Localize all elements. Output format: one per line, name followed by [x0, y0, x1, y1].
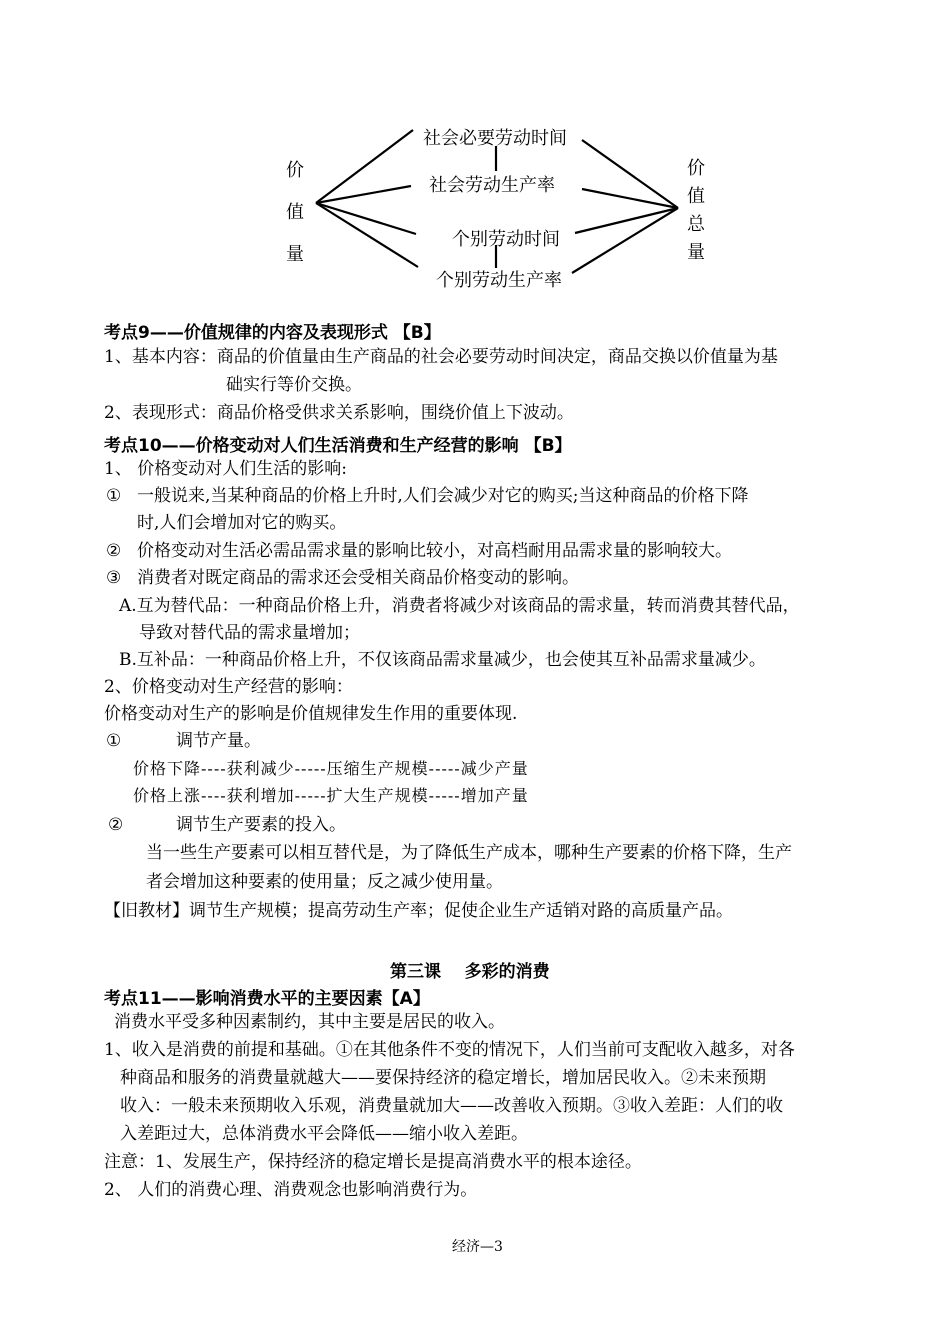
- label-char: 价: [286, 160, 304, 181]
- k9-basic-content-cont: 础实行等价交换。: [226, 375, 362, 395]
- label-char: 价: [687, 158, 705, 179]
- k10-p2: 2、价格变动对生产经营的影响：: [104, 677, 353, 697]
- k11-line1: 1、收入是消费的前提和基础。①在其他条件不变的情况下，人们当前可支配收入越多，对各: [104, 1040, 795, 1060]
- k9-heading: 考点9——价值规律的内容及表现形式 【B】: [104, 323, 441, 343]
- k10-factor-sub: 当一些生产要素可以相互替代是，为了降低生产成本，哪种生产要素的价格下降，生产: [146, 843, 792, 863]
- k9-basic-content: 1、基本内容：商品的价值量由生产商品的社会必要劳动时间决定，商品交换以价值量为基: [104, 347, 778, 367]
- label-char: 值: [687, 186, 705, 207]
- k10-p3: 价格变动对生产的影响是价值规律发生作用的重要体现.: [104, 704, 518, 724]
- k11-note: 注意：1、发展生产，保持经济的稳定增长是提高消费水平的根本途径。: [104, 1152, 642, 1172]
- k10-substitutes: A.互为替代品：一种商品价格上升，消费者将减少对该商品的需求量，转而消费其替代品，: [119, 596, 800, 616]
- line-left-to-individual-productivity: [316, 203, 418, 267]
- k10-s2-num: ②: [108, 815, 124, 835]
- k10-old-textbook: 【旧教材】调节生产规模；提高劳动生产率；促使企业生产适销对路的高质量产品。: [104, 901, 733, 921]
- line-left-to-social-productivity: [316, 186, 411, 203]
- k10-s2: 调节生产要素的投入。: [176, 815, 346, 835]
- node-social-necessary-time: 社会必要劳动时间: [423, 128, 567, 149]
- k10-heading: 考点10——价格变动对人们生活消费和生产经营的影响 【B】: [104, 436, 572, 456]
- value-label-right: [686, 154, 706, 266]
- k10-price-up-chain: 价格上涨----获利增加-----扩大生产规模-----增加产量: [133, 786, 529, 805]
- k10-s1-num: ①: [106, 731, 122, 751]
- k10-c1: 一般说来,当某种商品的价格上升时,人们会减少对它的购买;当这种商品的价格下降: [137, 486, 749, 506]
- label-char: 量: [687, 242, 705, 263]
- k11-line5: 2、 人们的消费心理、消费观念也影响消费行为。: [104, 1180, 478, 1200]
- k9-form: 2、表现形式：商品价格受供求关系影响，围绕价值上下波动。: [104, 403, 574, 423]
- value-label-left: [285, 156, 305, 282]
- k11-intro: 消费水平受多种因素制约，其中主要是居民的收入。: [114, 1012, 505, 1032]
- k10-c1-cont: 时,人们会增加对它的购买。: [137, 513, 347, 533]
- k10-factor-sub-cont: 者会增加这种要素的使用量；反之减少使用量。: [146, 872, 503, 892]
- k10-p1: 1、 价格变动对人们生活的影响:: [104, 459, 347, 479]
- k10-c2: 价格变动对生活必需品需求量的影响比较小，对高档耐用品需求量的影响较大。: [137, 541, 732, 561]
- node-individual-time: 个别劳动时间: [452, 229, 560, 250]
- k10-s1: 调节产量。: [176, 731, 261, 751]
- k11-line2: 种商品和服务的消费量就越大——要保持经济的稳定增长，增加居民收入。②未来预期: [120, 1068, 766, 1088]
- line-right-to-individual-productivity: [572, 208, 678, 273]
- k11-line3: 收入：一般未来预期收入乐观，消费量就加大——改善收入预期。③收入差距：人们的收: [120, 1096, 783, 1116]
- k10-c3-num: ③: [106, 568, 122, 588]
- label-char: 量: [286, 244, 304, 265]
- lesson3-title: 第三课 多彩的消费: [390, 962, 550, 982]
- page-footer: 经济—3: [452, 1239, 503, 1255]
- node-social-productivity: 社会劳动生产率: [429, 175, 555, 196]
- line-right-to-individual-time: [575, 208, 678, 233]
- k10-c1-num: ①: [106, 486, 122, 506]
- k10-c3: 消费者对既定商品的需求还会受相关商品价格变动的影响。: [137, 568, 579, 588]
- k10-complements: B.互补品：一种商品价格上升，不仅该商品需求量减少，也会使其互补品需求量减少。: [119, 650, 766, 670]
- k10-substitutes-cont: 导致对替代品的需求量增加；: [139, 623, 360, 643]
- line-left-to-individual-time: [316, 203, 416, 234]
- k10-price-down-chain: 价格下降----获利减少-----压缩生产规模-----减少产量: [133, 759, 529, 778]
- node-individual-productivity: 个别劳动生产率: [436, 270, 562, 291]
- k11-line4: 入差距过大，总体消费水平会降低——缩小收入差距。: [120, 1124, 528, 1144]
- label-char: 值: [286, 202, 304, 223]
- line-left-to-social-time: [316, 130, 413, 203]
- k10-c2-num: ②: [106, 541, 122, 561]
- label-char: 总: [687, 214, 705, 235]
- k11-heading: 考点11——影响消费水平的主要因素【A】: [104, 989, 430, 1009]
